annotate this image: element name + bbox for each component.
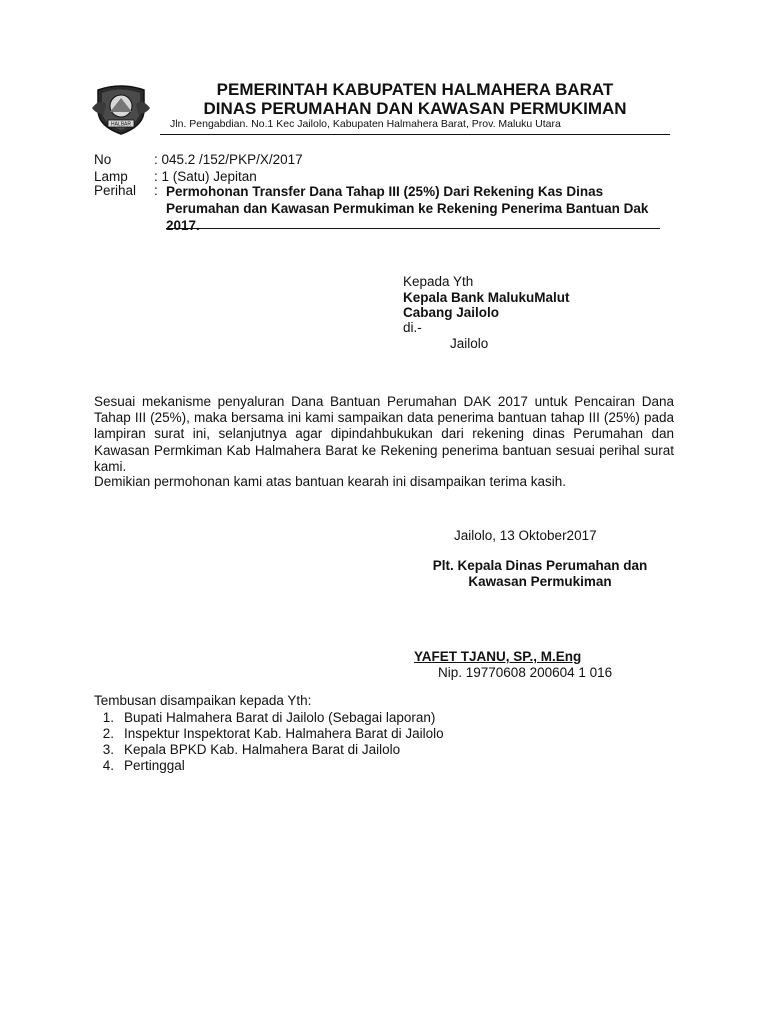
recipient-city: Jailolo (450, 336, 489, 351)
meta-attachment-value: : 1 (Satu) Jepitan (154, 169, 257, 184)
recipient-greeting: Kepada Yth (403, 274, 474, 289)
meta-number: No : 045.2 /152/PKP/X/2017 (94, 152, 303, 167)
meta-subject-value: Permohonan Transfer Dana Tahap III (25%) Dari Rekening Kas Dinas Perumahan dan Kawasan Permukiman ke Rekening Penerima Bantuan Dak 2017. (166, 184, 649, 233)
meta-number-value: : 045.2 /152/PKP/X/2017 (154, 152, 303, 167)
list-item: 4. Pertinggal (102, 758, 185, 773)
list-item: 2. Inspektur Inspektorat Kab. Halmahera Barat di Jailolo (102, 726, 444, 741)
closing-sentence: Demikian permohonan kami atas bantuan kearah ini disampaikan terima kasih. (94, 474, 566, 489)
letterhead-government: PEMERINTAH KABUPATEN HALMAHERA BARAT (216, 80, 614, 99)
list-item: 3. Kepala BPKD Kab. Halmahera Barat di Jailolo (102, 742, 401, 757)
letter-date: Jailolo, 13 Oktober2017 (454, 528, 597, 543)
cc-list (94, 710, 444, 774)
recipient-branch: Cabang Jailolo (403, 305, 500, 320)
signatory-nip: Nip. 19770608 200604 1 016 (438, 665, 613, 680)
letterhead-department: DINAS PERUMAHAN DAN KAWASAN PERMUKIMAN (203, 99, 627, 118)
cc-heading: Tembusan disampaikan kepada Yth: (94, 693, 312, 708)
regency-emblem (92, 80, 150, 136)
meta-subject-label: Perihal : (94, 183, 158, 198)
body-paragraph: Sesuai mekanisme penyaluran Dana Bantuan Perumahan DAK 2017 untuk Pencairan Dana Tahap III (25%), maka bersama ini kami sampaikan data penerima bantuan tahap III (25%) pada lampiran surat ini, selanjutnya agar dipindahbukukan dari rekening dinas Perumahan dan Kawasan Permkiman Kab Halmahera Barat ke Rekening penerima bantuan sesuai perihal surat kami. (94, 394, 674, 474)
svg-text:HALBAR: HALBAR (110, 121, 132, 128)
signatory-name: YAFET TJANU, SP., M.Eng (414, 649, 582, 664)
letterhead-address: Jln. Pengabdian. No.1 Kec Jailolo, Kabupaten Halmahera Barat, Prov. Maluku Utara (170, 118, 561, 130)
recipient-at: di.- (403, 320, 422, 335)
letterhead-rule (160, 134, 670, 135)
meta-attachment: Lamp : 1 (Satu) Jepitan (94, 169, 257, 184)
list-item: 1. Bupati Halmahera Barat di Jailolo (Sebagai laporan) (102, 710, 436, 725)
signatory-title: Plt. Kepala Dinas Perumahan dan Kawasan Permukiman (432, 558, 648, 589)
subject-underline (166, 228, 660, 229)
recipient-name: Kepala Bank MalukuMalut (403, 290, 570, 305)
